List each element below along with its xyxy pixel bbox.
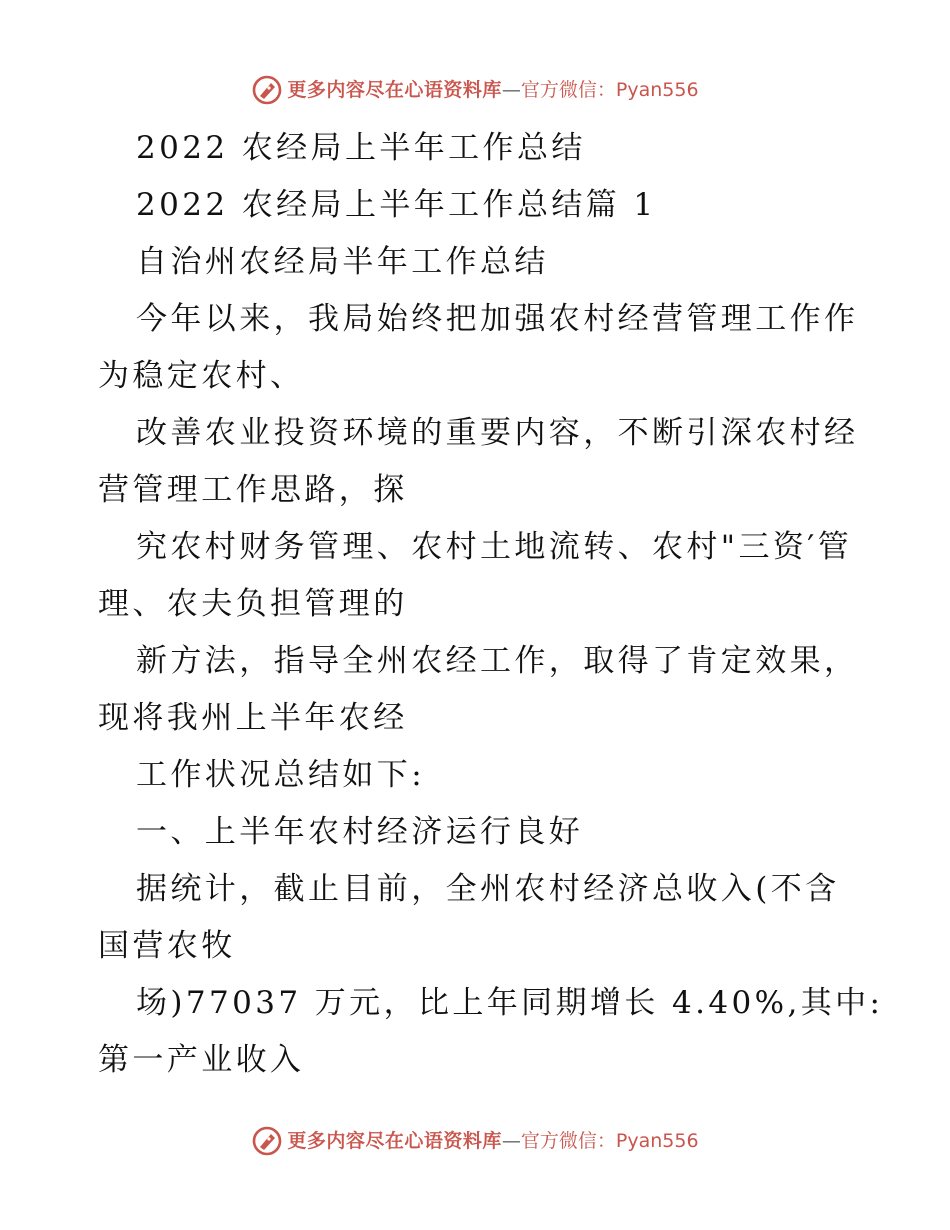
watermark-brand: 更多内容尽在心语资料库 (287, 1130, 502, 1152)
text-line: 为稳定农村、 (98, 358, 305, 394)
watermark-separator: — (501, 1130, 521, 1152)
text-line: 现将我州上半年农经 (98, 700, 408, 736)
pen-nib-circle-icon (251, 1125, 283, 1157)
watermark-contact: 官方微信：Pyan556 (520, 79, 699, 101)
text-line: 2022 农经局上半年工作总结篇 1 (136, 187, 657, 223)
text-line: 究农村财务管理、农村土地流转、农村"三资′管 (136, 529, 853, 565)
watermark-brand: 更多内容尽在心语资料库 (287, 79, 502, 101)
text-line: 第一产业收入 (98, 1042, 305, 1078)
pen-nib-circle-icon (251, 74, 283, 106)
text-line: 营管理工作思路，探 (98, 472, 408, 508)
watermark-contact: 官方微信：Pyan556 (520, 1130, 699, 1152)
text-line: 2022 农经局上半年工作总结 (136, 130, 586, 166)
document-body (98, 120, 884, 1089)
text-line: 工作状况总结如下: (136, 757, 426, 793)
text-line: 据统计，截止目前，全州农村经济总收入(不含 (136, 871, 840, 907)
watermark-separator: — (501, 79, 521, 101)
text-line: 新方法，指导全州农经工作，取得了肯定效果， (136, 643, 859, 679)
watermark-header (0, 74, 950, 106)
text-line: 今年以来，我局始终把加强农村经营管理工作作 (136, 301, 859, 337)
text-line: 场)77037 万元，比上年同期增长 4.40%,其中: (136, 985, 884, 1021)
watermark-footer (0, 1125, 950, 1157)
text-line: 国营农牧 (98, 928, 236, 964)
text-line: 理、农夫负担管理的 (98, 586, 408, 622)
text-line: 自治州农经局半年工作总结 (136, 244, 549, 280)
text-line: 一、上半年农村经济运行良好 (136, 814, 584, 850)
text-line: 改善农业投资环境的重要内容，不断引深农村经 (136, 415, 859, 451)
